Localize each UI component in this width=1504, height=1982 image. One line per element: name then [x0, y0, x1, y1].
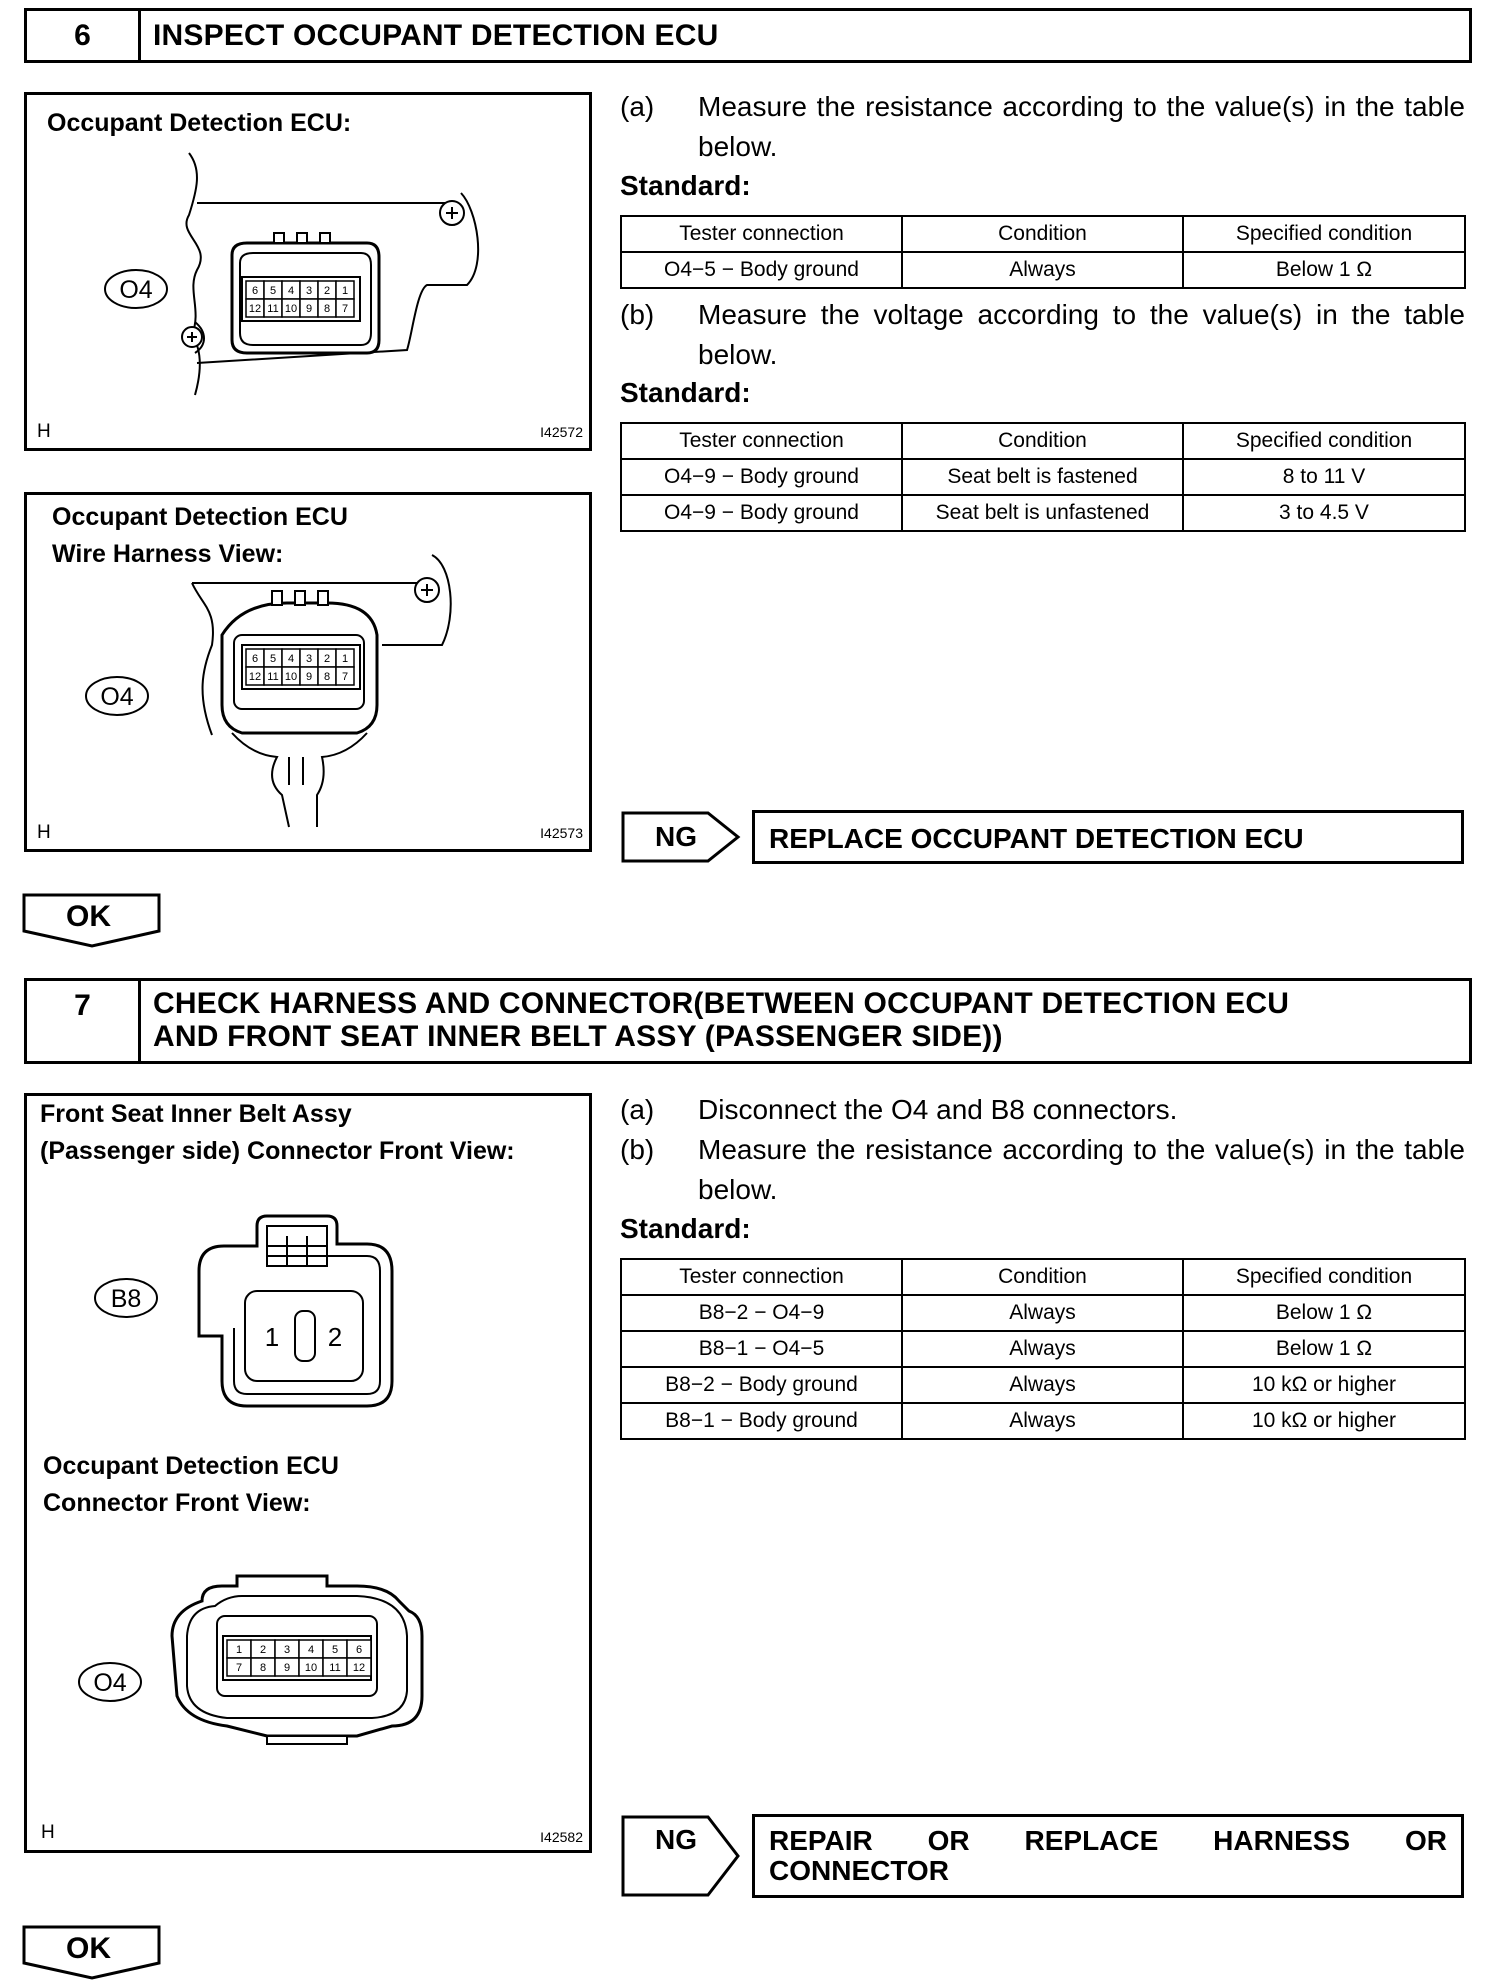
step7-a-text: Disconnect the O4 and B8 connectors.: [698, 1094, 1178, 1125]
table-header-cell: Specified condition: [1183, 1259, 1465, 1295]
fig2-connector-diagram: [27, 495, 589, 849]
step6-figure2: [24, 492, 592, 852]
step6-instruction-b: [620, 295, 1465, 377]
connector-pin-number: 12: [352, 1661, 366, 1674]
connector-pin-number: 3: [305, 284, 313, 297]
connector-pin-number: 2: [259, 1643, 267, 1656]
connector-pin-number: 8: [323, 302, 331, 315]
fig3-connector1-tag: B8: [110, 1285, 142, 1313]
table-cell: Always: [902, 1295, 1183, 1331]
fig3-b8-pin2: 2: [327, 1322, 343, 1352]
connector-pin-number: 11: [267, 670, 279, 683]
connector-pin-number: 12: [248, 302, 262, 315]
table-cell: Below 1 Ω: [1183, 252, 1465, 288]
table-cell: Always: [902, 252, 1183, 288]
table-cell: B8−1 − O4−5: [621, 1331, 902, 1367]
connector-pin-number: 3: [283, 1643, 291, 1656]
fig1-label: Occupant Detection ECU:: [47, 109, 352, 137]
table-row: [621, 1331, 1465, 1367]
table-header-cell: Condition: [902, 216, 1183, 252]
fig3-id: I42582: [540, 1829, 583, 1845]
step6-number: 6: [27, 11, 141, 60]
connector-pin-number: 4: [287, 284, 295, 297]
step6-b-text: Measure the voltage according to the value(s) in the table below.: [698, 299, 1465, 370]
fig2-label-line1: Occupant Detection ECU: [52, 503, 348, 531]
connector-pin-number: 5: [269, 652, 277, 665]
fig3-connector-diagrams: [27, 1096, 589, 1850]
step7-instruction-b: [620, 1130, 1465, 1212]
connector-pin-number: 12: [248, 670, 262, 683]
table-cell: O4−5 − Body ground: [621, 252, 902, 288]
connector-pin-number: 3: [305, 652, 313, 665]
step7-instruction-a: [620, 1090, 1465, 1130]
fig2-h-mark: H: [37, 822, 51, 843]
step7-a-label: (a): [620, 1094, 655, 1125]
table-row: [621, 1367, 1465, 1403]
table-cell: Always: [902, 1367, 1183, 1403]
step6-standard1-label: Standard:: [620, 170, 751, 201]
step7-figure: [24, 1093, 592, 1853]
step6-table2: [620, 422, 1466, 532]
table-cell: B8−2 − Body ground: [621, 1367, 902, 1403]
table-cell: B8−1 − Body ground: [621, 1403, 902, 1439]
connector-pin-number: 6: [355, 1643, 363, 1656]
fig3-b8-pin1: 1: [264, 1322, 280, 1352]
table-cell: Seat belt is fastened: [902, 459, 1183, 495]
connector-pin-number: 10: [284, 302, 298, 315]
table-header-cell: Condition: [902, 423, 1183, 459]
connector-pin-number: 1: [235, 1643, 243, 1656]
table-cell: Below 1 Ω: [1183, 1295, 1465, 1331]
table-header-cell: Tester connection: [621, 1259, 902, 1295]
connector-pin-number: 8: [323, 670, 331, 683]
connector-pin-number: 11: [329, 1661, 341, 1674]
table-header-cell: Tester connection: [621, 423, 902, 459]
fig2-id: I42573: [540, 825, 583, 841]
table-row: [621, 1403, 1465, 1439]
step7-title-line1: CHECK HARNESS AND CONNECTOR(BETWEEN OCCUPANT DETECTION ECU: [153, 987, 1290, 1020]
step7-number: 7: [27, 981, 141, 1061]
connector-pin-number: 9: [283, 1661, 291, 1674]
connector-pin-number: 6: [251, 652, 259, 665]
fig1-pin-grid: [246, 281, 354, 317]
table-cell: 8 to 11 V: [1183, 459, 1465, 495]
table-row: [621, 252, 1465, 288]
step7-ng-label: NG: [655, 1824, 697, 1855]
step7-standard-label: Standard:: [620, 1213, 751, 1244]
connector-pin-number: 2: [323, 284, 331, 297]
table-row: [621, 1295, 1465, 1331]
fig3-connector2-tag: O4: [93, 1669, 127, 1697]
connector-pin-number: 9: [305, 302, 313, 315]
table-header-cell: Specified condition: [1183, 216, 1465, 252]
connector-pin-number: 1: [341, 652, 349, 665]
table-header-cell: Specified condition: [1183, 423, 1465, 459]
step6-standard2-label: Standard:: [620, 377, 751, 408]
fig1-h-mark: H: [37, 421, 51, 442]
step6-title: INSPECT OCCUPANT DETECTION ECU: [153, 19, 719, 52]
step7-ng-action-line2: CONNECTOR: [769, 1855, 949, 1886]
table-cell: 10 kΩ or higher: [1183, 1403, 1465, 1439]
step6-ng-label: NG: [655, 821, 697, 852]
connector-pin-number: 7: [341, 670, 349, 683]
fig2-connector-tag: O4: [100, 683, 134, 711]
connector-pin-number: 8: [259, 1661, 267, 1674]
fig2-label-line2: Wire Harness View:: [52, 540, 284, 568]
connector-pin-number: 10: [284, 670, 298, 683]
step6-a-label: (a): [620, 91, 655, 122]
fig3-pin-grid: [227, 1640, 371, 1676]
step7-ng-action-line1: REPAIR OR REPLACE HARNESS OR: [769, 1825, 1447, 1856]
table-cell: Below 1 Ω: [1183, 1331, 1465, 1367]
step6-instruction-a: [620, 87, 1465, 169]
step7-b-text: Measure the resistance according to the value(s) in the table below.: [698, 1134, 1465, 1205]
connector-pin-number: 7: [235, 1661, 243, 1674]
connector-pin-number: 10: [304, 1661, 318, 1674]
table-cell: Always: [902, 1403, 1183, 1439]
connector-pin-number: 2: [323, 652, 331, 665]
fig3-label2-line1: Occupant Detection ECU: [43, 1452, 339, 1480]
connector-pin-number: 9: [305, 670, 313, 683]
table-cell: B8−2 − O4−9: [621, 1295, 902, 1331]
fig3-label1-line1: Front Seat Inner Belt Assy: [40, 1100, 352, 1128]
connector-pin-number: 7: [341, 302, 349, 315]
step7-ng-action: [752, 1814, 1464, 1898]
step7-ok-label: OK: [66, 1932, 111, 1965]
connector-pin-number: 11: [267, 302, 279, 315]
step6-ng-action-text: REPLACE OCCUPANT DETECTION ECU: [769, 823, 1304, 854]
table-cell: 3 to 4.5 V: [1183, 495, 1465, 531]
step7-title: [153, 981, 1461, 1061]
fig1-connector-diagram: [27, 95, 589, 448]
step7-title-line2: AND FRONT SEAT INNER BELT ASSY (PASSENGER SIDE)): [153, 1020, 1003, 1053]
fig3-label1-line2: (Passenger side) Connector Front View:: [40, 1137, 515, 1165]
table-row: [621, 495, 1465, 531]
table-cell: Always: [902, 1331, 1183, 1367]
step6-header: [24, 8, 1472, 63]
connector-pin-number: 4: [287, 652, 295, 665]
fig3-h-mark: H: [41, 1822, 55, 1843]
table-header-cell: Condition: [902, 1259, 1183, 1295]
table-cell: Seat belt is unfastened: [902, 495, 1183, 531]
step6-table1: [620, 215, 1466, 289]
step6-figure1: [24, 92, 592, 451]
table-header-cell: Tester connection: [621, 216, 902, 252]
step7-header: [24, 978, 1472, 1064]
step6-ok-label: OK: [66, 900, 111, 933]
table-header-row: [621, 423, 1465, 459]
fig3-label2-line2: Connector Front View:: [43, 1489, 311, 1517]
table-cell: 10 kΩ or higher: [1183, 1367, 1465, 1403]
fig1-connector-tag: O4: [119, 276, 153, 304]
step7-b-label: (b): [620, 1134, 655, 1165]
connector-pin-number: 1: [341, 284, 349, 297]
fig2-pin-grid: [246, 649, 354, 685]
step6-a-text: Measure the resistance according to the value(s) in the table below.: [698, 91, 1465, 162]
table-header-row: [621, 1259, 1465, 1295]
table-header-row: [621, 216, 1465, 252]
step7-table: [620, 1258, 1466, 1440]
connector-pin-number: 4: [307, 1643, 315, 1656]
connector-pin-number: 5: [269, 284, 277, 297]
table-cell: O4−9 − Body ground: [621, 495, 902, 531]
connector-pin-number: 6: [251, 284, 259, 297]
connector-pin-number: 5: [331, 1643, 339, 1656]
step6-b-label: (b): [620, 299, 655, 330]
step6-ng-action: [752, 810, 1464, 864]
fig1-id: I42572: [540, 424, 583, 440]
table-cell: O4−9 − Body ground: [621, 459, 902, 495]
table-row: [621, 459, 1465, 495]
